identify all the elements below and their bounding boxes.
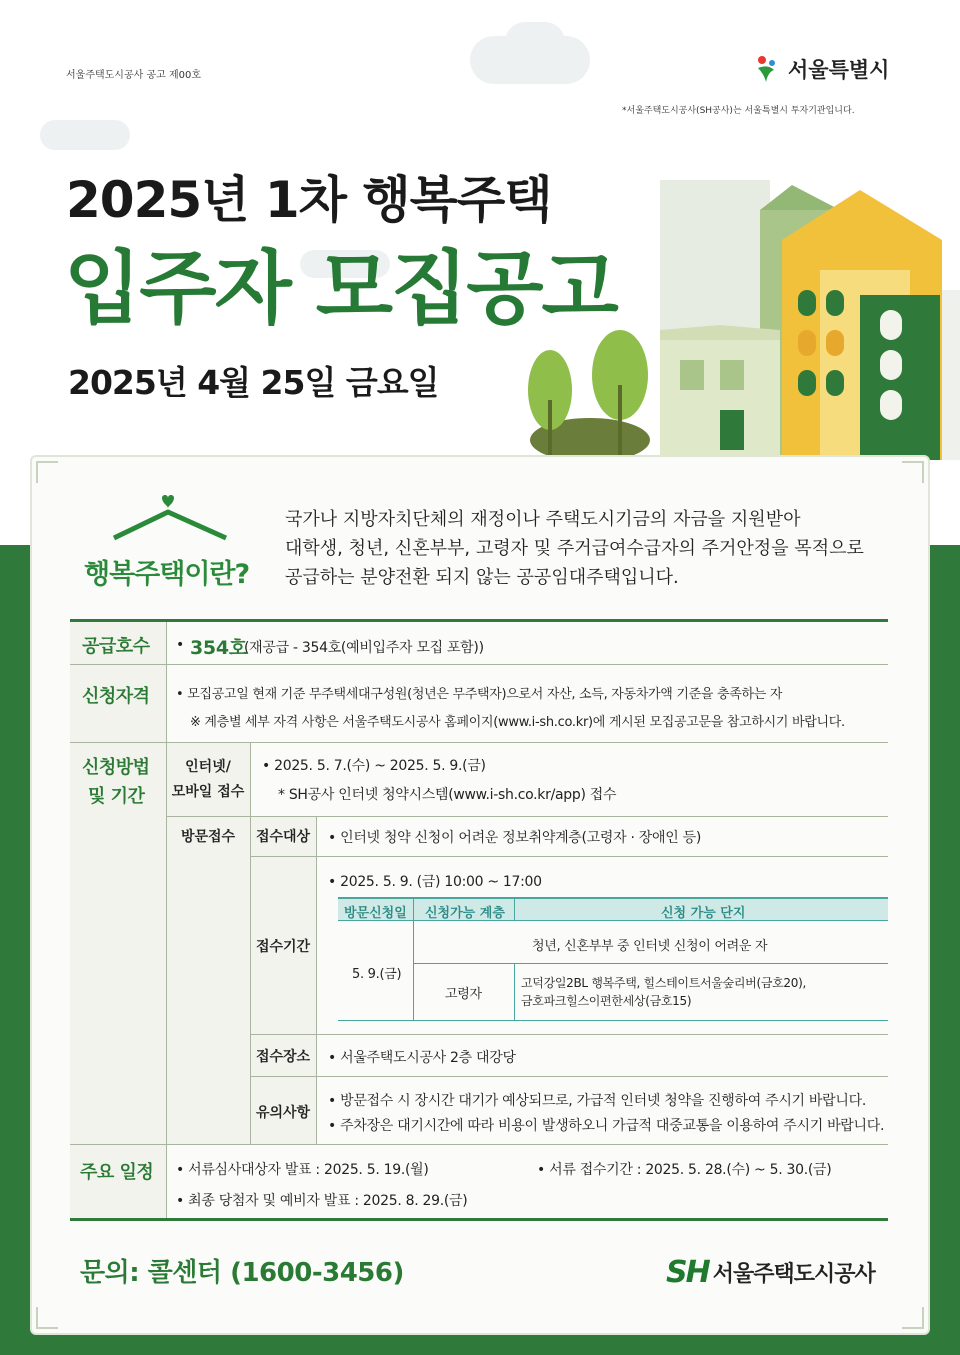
- column-divider: [166, 622, 167, 1218]
- visit-label: 방문접수: [180, 829, 236, 845]
- visit-place-label: 접수장소: [255, 1049, 311, 1065]
- cloud-decoration: [40, 120, 130, 150]
- card-corner: [36, 1307, 58, 1329]
- schedule-item: • 최종 당첨자 및 예비자 발표 : 2025. 8. 29.(금): [176, 1193, 468, 1209]
- inner-row-elderly: 고령자: [445, 987, 482, 1002]
- eligibility-text: • 모집공고일 현재 기준 무주택세대구성원(청년은 무주택자)으로서 자산, 소득, 자동차가액 기준을 충족하는 자: [176, 687, 783, 702]
- inner-row-divider: [413, 963, 888, 964]
- announcement-date: 2025년 4월 25일 금요일: [68, 363, 439, 402]
- table-top-rule: [70, 619, 888, 622]
- buildings-illustration: [520, 160, 960, 460]
- intro-line: 공급하는 분양전환 되지 않는 공공임대주택입니다.: [285, 567, 679, 588]
- visit-target-label: 접수대상: [255, 829, 311, 845]
- table-sub-column: [166, 743, 250, 817]
- table-sub-column: [166, 817, 250, 1144]
- house-heart-icon: [110, 492, 230, 552]
- card-corner: [36, 461, 58, 483]
- card-corner: [902, 1307, 924, 1329]
- seoul-city-logo: [752, 54, 889, 84]
- visit-period-label: 접수기간: [255, 939, 311, 955]
- city-name: 서울특별시: [788, 58, 890, 82]
- page-title: 2025년 1차 행복주택: [66, 171, 552, 229]
- visit-caution-2: • 주차장은 대기시간에 따라 비용이 발생하오니 가급적 대중교통을 이용하여 주시기 바랍니다.: [328, 1118, 885, 1134]
- inner-header-group: 신청가능 계층: [425, 906, 505, 921]
- page-title-main: 입주자 모집공고: [64, 242, 617, 335]
- method-label-2: 및 기간: [88, 786, 145, 807]
- visit-caution-label: 유의사항: [255, 1105, 311, 1121]
- inner-row-divider: [338, 1020, 888, 1021]
- row-divider: [70, 742, 888, 743]
- intro-question: 행복주택이란?: [84, 559, 250, 590]
- eligibility-note: ※ 계층별 세부 자격 사항은 서울주택도시공사 홈페이지(www.i-sh.co.kr)에 게시된 모집공고문을 참고하시기 바랍니다.: [190, 715, 845, 730]
- seoul-logo-icon: [752, 54, 782, 84]
- eligibility-label: 신청자격: [82, 686, 150, 707]
- sh-logo-name: 서울주택도시공사: [712, 1262, 875, 1287]
- row-divider: [250, 856, 888, 857]
- online-system: * SH공사 인터넷 청약시스템(www.i-sh.co.kr/app) 접수: [278, 787, 617, 803]
- contact-info: 문의: 콜센터 (1600-3456): [80, 1258, 404, 1288]
- inner-header-date: 방문신청일: [344, 906, 407, 921]
- inner-column-divider: [413, 897, 414, 1020]
- schedule-item: • 서류 접수기간 : 2025. 5. 28.(수) ~ 5. 30.(금): [537, 1162, 832, 1178]
- visit-period-text: • 2025. 5. 9. (금) 10:00 ~ 17:00: [328, 874, 542, 890]
- inner-row-complex-2: 금호파크힐스이편한세상(금호15): [521, 994, 692, 1008]
- visit-place-text: • 서울주택도시공사 2층 대강당: [328, 1050, 516, 1066]
- intro-line: 대학생, 청년, 신혼부부, 고령자 및 주거급여수급자의 주거안정을 목적으로: [285, 538, 864, 559]
- inner-header-complex: 신청 가능 단지: [661, 906, 746, 921]
- notice-number: 서울주택도시공사 공고 제00호: [66, 70, 202, 81]
- schedule-label: 주요 일정: [80, 1162, 154, 1183]
- online-period: • 2025. 5. 7.(수) ~ 2025. 5. 9.(금): [262, 758, 486, 774]
- row-divider: [70, 1144, 888, 1145]
- inner-date: 5. 9.(금): [352, 967, 402, 982]
- supply-detail: (재공급 - 354호(예비입주자 모집 포함)): [244, 640, 484, 656]
- method-label: 신청방법: [82, 757, 150, 778]
- inner-table-header: [338, 897, 888, 921]
- online-label: 인터넷/: [185, 759, 231, 775]
- table-bottom-rule: [70, 1218, 888, 1221]
- supply-label: 공급호수: [82, 636, 150, 657]
- inner-column-divider: [514, 897, 515, 921]
- inner-row-youth: 청년, 신혼부부 중 인터넷 신청이 어려운 자: [532, 939, 768, 954]
- intro-line: 국가나 지방자치단체의 재정이나 주택도시기금의 자금을 지원받아: [285, 509, 801, 530]
- visit-caution-1: • 방문접수 시 장시간 대기가 예상되므로, 가급적 인터넷 청약을 진행하여 주시기 바랍니다.: [328, 1093, 866, 1109]
- row-divider: [70, 664, 888, 665]
- city-note: *서울주택도시공사(SH공사)는 서울특별시 투자기관입니다.: [622, 106, 855, 116]
- online-label-2: 모바일 접수: [171, 784, 245, 800]
- row-divider: [250, 1076, 888, 1077]
- schedule-item: • 서류심사대상자 발표 : 2025. 5. 19.(월): [176, 1162, 429, 1178]
- sh-logo-mark: SH: [666, 1255, 709, 1290]
- sh-logo: [666, 1255, 875, 1290]
- column-divider: [316, 816, 317, 1144]
- supply-count: 354호: [190, 637, 247, 659]
- table-label-column: [70, 622, 166, 1218]
- inner-column-divider: [514, 963, 515, 1020]
- card-corner: [902, 461, 924, 483]
- supply-bullet: •: [176, 637, 184, 653]
- cloud-decoration: [505, 22, 565, 62]
- row-divider: [250, 1034, 888, 1035]
- inner-row-complex: 고덕강일2BL 행복주택, 힐스테이트서울숲리버(금호20),: [521, 976, 806, 990]
- visit-target-text: • 인터넷 청약 신청이 어려운 정보취약계층(고령자 · 장애인 등): [328, 830, 702, 846]
- intro-description: [285, 505, 905, 592]
- row-divider: [166, 816, 888, 817]
- table-sub-column: [250, 817, 316, 1144]
